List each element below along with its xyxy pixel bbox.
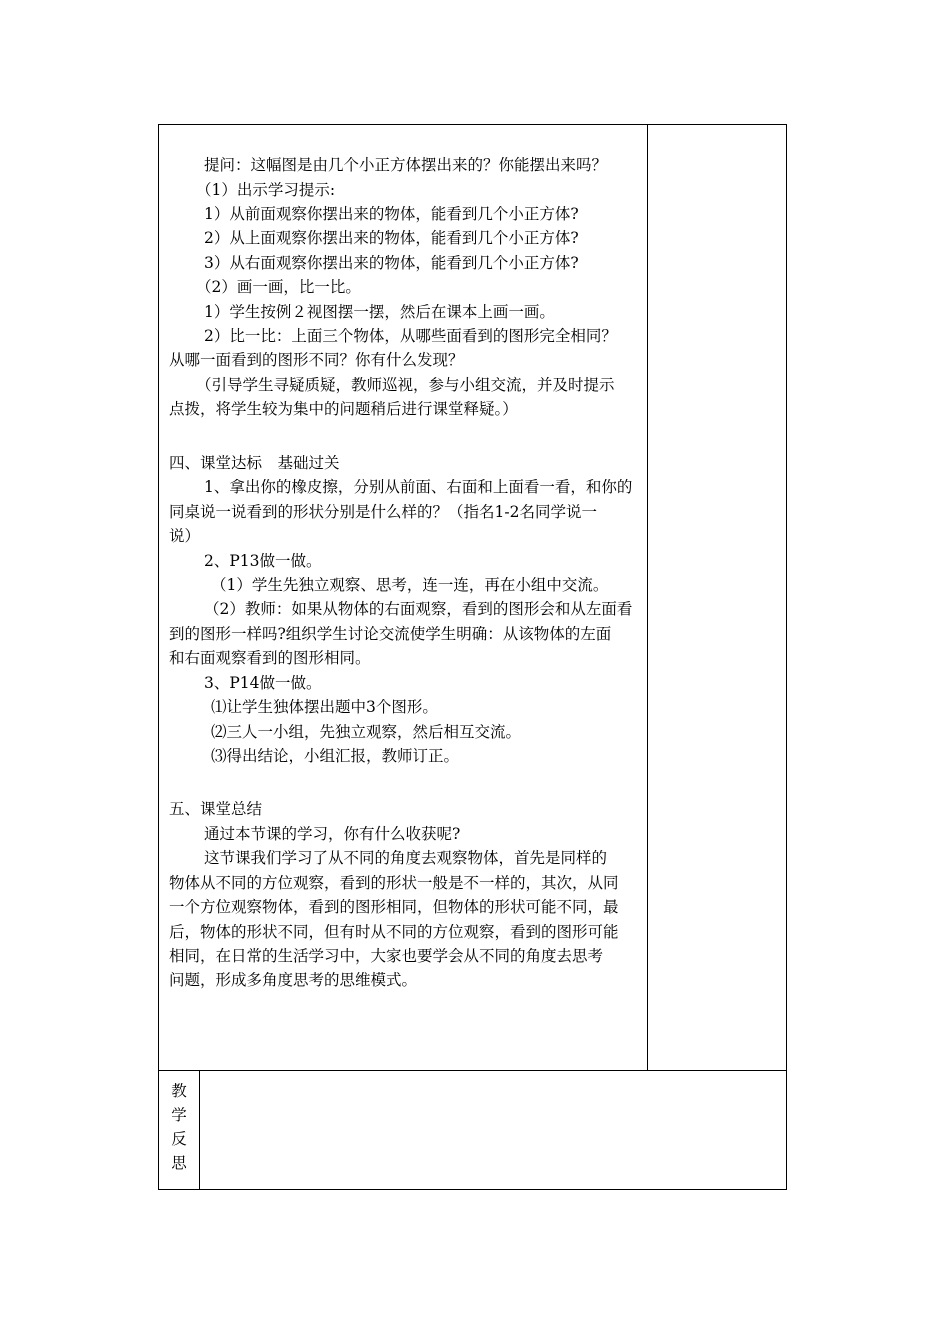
summary-para-line-6: 问题，形成多角度思考的思维模式。 bbox=[169, 971, 418, 989]
summary-para-line-2: 物体从不同的方位观察，看到的形状一般是不一样的，其次，从同 bbox=[169, 874, 619, 892]
compare-item-2: 2）比一比：上面三个物体，从哪些面看到的图形完全相同？ bbox=[204, 327, 617, 345]
summary-para-line-4: 后，物体的形状不同，但有时从不同的方位观察，看到的图形可能 bbox=[169, 923, 619, 941]
exercise-3-item-1: ⑴让学生独体摆出题中3个图形。 bbox=[211, 698, 438, 716]
hint-item-2: 2）从上面观察你摆出来的物体，能看到几个小正方体? bbox=[204, 229, 579, 247]
summary-para-line-5: 相同，在日常的生活学习中，大家也要学会从不同的角度去思考 bbox=[169, 947, 604, 965]
exercise-2-item-2-cont-2: 和右面观察看到的图形相同。 bbox=[169, 649, 371, 667]
hint-heading: （1）出示学习提示: bbox=[196, 181, 336, 199]
summary-para-line-1: 这节课我们学习了从不同的角度去观察物体，首先是同样的 bbox=[204, 849, 608, 867]
exercise-3-item-3: ⑶得出结论，小组汇报，教师订正。 bbox=[211, 747, 460, 765]
compare-item-2-cont: 从哪一面看到的图形不同？你有什么发现？ bbox=[169, 351, 464, 369]
exercise-1: 1、拿出你的橡皮擦，分别从前面、右面和上面看一看，和你的 bbox=[204, 478, 633, 496]
guide-note: （引导学生寻疑质疑，教师巡视，参与小组交流，并及时提示 bbox=[196, 376, 615, 394]
reflection-label-char: 思 bbox=[171, 1154, 187, 1172]
draw-item-1: 1）学生按例２视图摆一摆，然后在课本上画一画。 bbox=[204, 303, 555, 321]
reflection-label-cell bbox=[159, 1071, 200, 1189]
guide-note-cont: 点拨，将学生较为集中的问题稍后进行课堂释疑。） bbox=[169, 400, 518, 418]
notes-cell bbox=[648, 125, 786, 1071]
hint-item-1: 1）从前面观察你摆出来的物体，能看到几个小正方体? bbox=[204, 205, 579, 223]
exercise-3: 3、P14做一做。 bbox=[204, 674, 322, 692]
exercise-2-item-1: （1）学生先独立观察、思考，连一连，再在小组中交流。 bbox=[211, 576, 609, 594]
summary-question: 通过本节课的学习，你有什么收获呢? bbox=[204, 825, 461, 843]
exercise-3-item-2: ⑵三人一小组，先独立观察，然后相互交流。 bbox=[211, 723, 522, 741]
exercise-2-item-2: （2）教师：如果从物体的右面观察，看到的图形会和从左面看 bbox=[204, 600, 633, 618]
teaching-process-cell bbox=[159, 125, 648, 1071]
lesson-plan-table bbox=[158, 124, 787, 1190]
section-5-heading: 五、课堂总结 bbox=[169, 800, 263, 818]
hint-item-3: 3）从右面观察你摆出来的物体，能看到几个小正方体? bbox=[204, 254, 579, 272]
reflection-body-cell bbox=[200, 1071, 786, 1189]
reflection-label-char: 教 bbox=[171, 1082, 187, 1100]
exercise-2-item-2-cont: 到的图形一样吗?组织学生讨论交流使学生明确：从该物体的左面 bbox=[169, 625, 612, 643]
reflection-label-char: 反 bbox=[171, 1130, 187, 1148]
exercise-1-cont-2: 说） bbox=[169, 527, 201, 545]
section-4-heading: 四、课堂达标 基础过关 bbox=[169, 454, 340, 472]
summary-para-line-3: 一个方位观察物体，看到的图形相同，但物体的形状可能不同，最 bbox=[169, 898, 619, 916]
question-line: 提问：这幅图是由几个小正方体摆出来的？你能摆出来吗？ bbox=[204, 156, 608, 174]
exercise-2: 2、P13做一做。 bbox=[204, 552, 322, 570]
exercise-1-cont: 同桌说一说看到的形状分别是什么样的？（指名1-2名同学说一 bbox=[169, 503, 597, 521]
reflection-label-char: 学 bbox=[171, 1106, 187, 1124]
draw-compare-heading: （2）画一画，比一比。 bbox=[196, 278, 361, 296]
